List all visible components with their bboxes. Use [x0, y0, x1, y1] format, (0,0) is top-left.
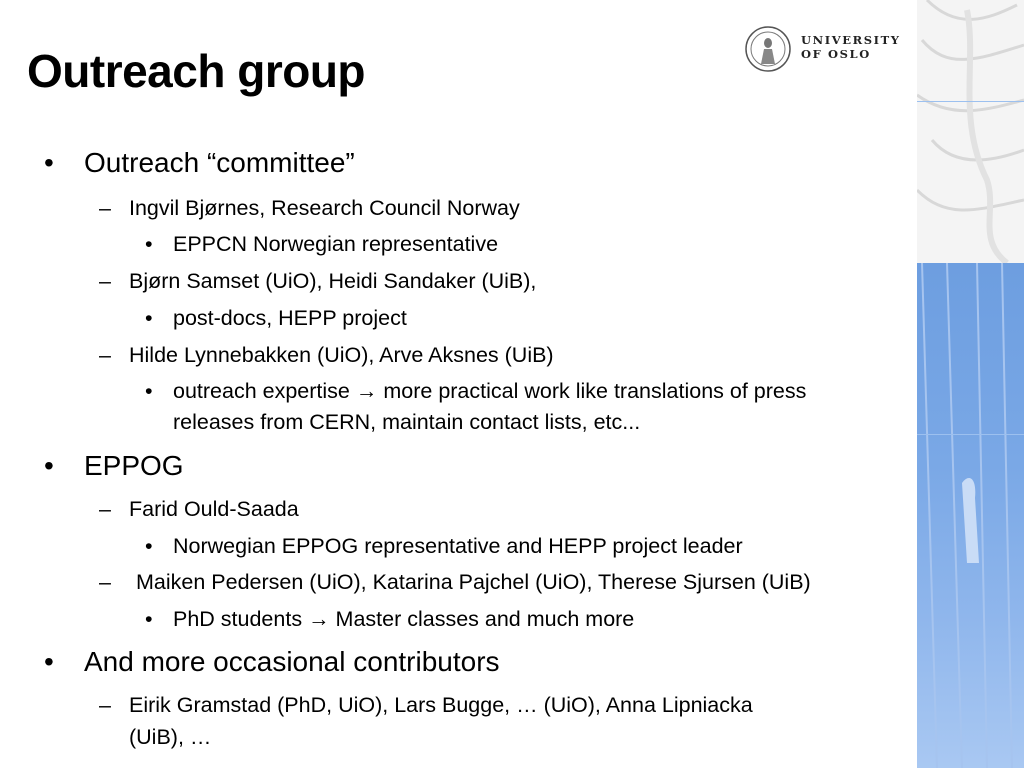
list-item-text — [173, 607, 634, 632]
decorative-side-band — [917, 0, 1024, 768]
list-item-text-part: Master classes and much more — [335, 607, 635, 631]
bullet-marker: • — [44, 147, 54, 178]
bullet-marker: • — [44, 646, 54, 677]
sub-bullet-marker: • — [145, 306, 153, 330]
slide-title: Outreach group — [27, 45, 366, 97]
sub-bullet-marker: • — [145, 379, 153, 403]
list-item-text: EPPOG — [84, 450, 184, 481]
list-item-text: EPPCN Norwegian representative — [173, 232, 499, 256]
arrow-icon: → — [355, 379, 378, 403]
decorative-blue-panel — [917, 263, 1024, 768]
list-item-text: Ingvil Bjørnes, Research Council Norway — [129, 196, 520, 220]
university-name-line1: UNIVERSITY — [801, 33, 901, 47]
list-item-text — [173, 379, 806, 404]
list-item-text: (UiB), … — [129, 725, 212, 749]
dash-marker: – — [99, 269, 111, 293]
list-item-text-part: outreach expertise — [173, 379, 350, 403]
dash-marker: – — [99, 497, 111, 521]
sub-bullet-marker: • — [145, 232, 153, 256]
university-logo — [743, 24, 903, 74]
decorative-pillars — [917, 263, 1024, 768]
arrow-icon: → — [308, 607, 330, 631]
list-item-text: releases from CERN, maintain contact lists, etc... — [173, 410, 641, 434]
decorative-statue-panel — [917, 0, 1024, 263]
list-item-text: Bjørn Samset (UiO), Heidi Sandaker (UiB), — [129, 269, 537, 293]
statue-sketch — [917, 0, 1024, 263]
list-item-text: Farid Ould-Saada — [129, 497, 299, 521]
sub-bullet-marker: • — [145, 607, 153, 631]
university-name-line2: OF OSLO — [801, 47, 871, 61]
decorative-line — [917, 434, 1024, 435]
list-item-text: And more occasional contributors — [84, 646, 500, 677]
list-item-text: Eirik Gramstad (PhD, UiO), Lars Bugge, … (UiO), Anna Lipniacka — [129, 693, 753, 717]
list-item-text: Norwegian EPPOG representative and HEPP project leader — [173, 534, 743, 558]
university-seal-icon — [743, 24, 793, 74]
decorative-line — [917, 101, 1024, 102]
university-name — [801, 33, 901, 61]
list-item-text: Hilde Lynnebakken (UiO), Arve Aksnes (UiB) — [129, 343, 554, 367]
dash-marker: – — [99, 570, 111, 594]
list-item-text: Maiken Pedersen (UiO), Katarina Pajchel (UiO), Therese Sjursen (UiB) — [136, 570, 811, 594]
dash-marker: – — [99, 343, 111, 367]
dash-marker: – — [99, 196, 111, 220]
list-item-text-part: more practical work like translations of press — [383, 379, 807, 403]
dash-marker: – — [99, 693, 111, 717]
bullet-marker: • — [44, 450, 54, 481]
list-item-text: Outreach “committee” — [84, 147, 355, 178]
list-item-text-part: PhD students — [173, 607, 303, 631]
list-item-text: post-docs, HEPP project — [173, 306, 407, 330]
sub-bullet-marker: • — [145, 534, 153, 558]
